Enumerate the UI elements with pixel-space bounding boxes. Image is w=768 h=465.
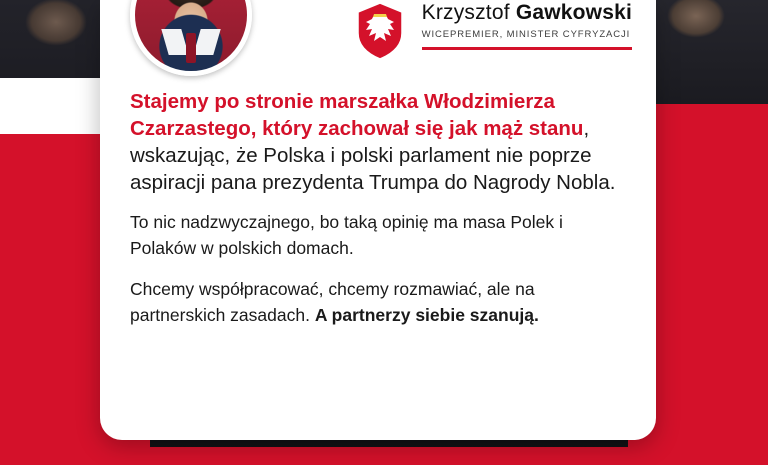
quote-highlight-tail: , — [583, 117, 590, 141]
quote-lead-continuation: wskazując, że Polska i polski parlament nie poprze aspiracji pana prezydenta Trumpa do Nagrody Nobla. — [130, 144, 616, 195]
person-first-name: Krzysztof — [421, 1, 510, 24]
avatar-collar-left — [161, 29, 188, 55]
card-body — [100, 70, 656, 328]
quote-highlight: Stajemy po stronie marszałka Włodzimierza Czarzastego, który zachował się jak mąż stanu — [130, 90, 584, 141]
person-name — [422, 2, 632, 24]
quote-paragraph-2: To nic nadzwyczajnego, bo taką opinię ma masa Polek i Polaków w polskich domach. — [130, 212, 563, 258]
avatar-tie — [186, 33, 196, 63]
quote-paragraph-3-bold: A partnerzy siebie szanują. — [314, 304, 539, 325]
avatar — [130, 0, 252, 76]
brand-text — [422, 0, 632, 50]
quote-paragraph-3-start: Chcemy współpracować, chcemy rozmawiać, ale na partnerskich zasadach. — [130, 279, 535, 325]
quote-card — [100, 0, 656, 440]
avatar-collar-right — [193, 29, 220, 55]
quote-lead — [130, 88, 620, 196]
person-role: WICEPREMIER, MINISTER CYFRYZACJI — [421, 29, 631, 41]
quote-paragraph-3 — [130, 277, 620, 328]
brand-divider — [422, 47, 632, 50]
card-header — [100, 0, 656, 70]
brand-block — [352, 0, 632, 62]
red-band-bottom — [0, 447, 768, 465]
person-surname: Gawkowski — [515, 1, 632, 24]
polish-eagle-emblem-icon — [352, 0, 408, 62]
